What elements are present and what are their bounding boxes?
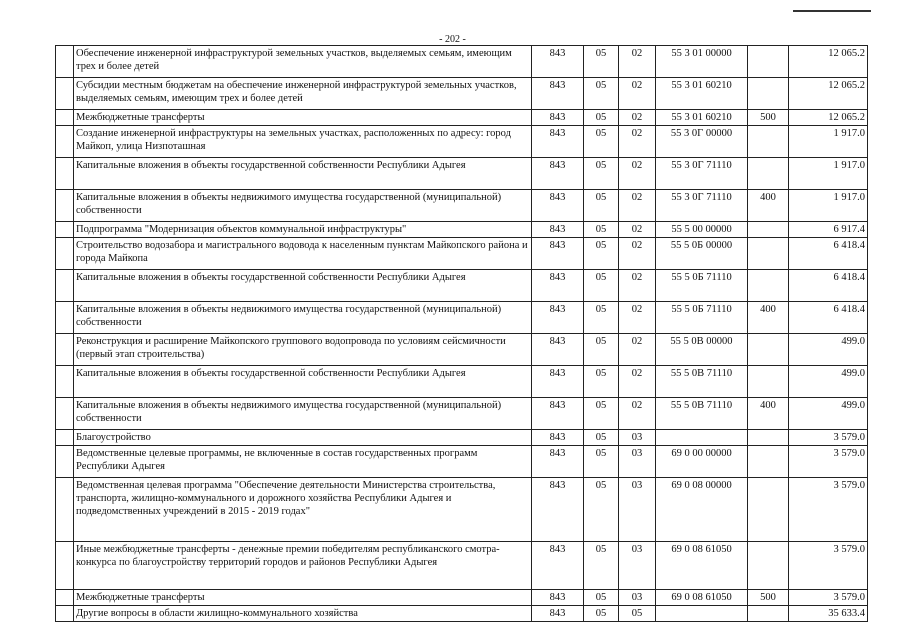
cell-vr (748, 366, 789, 398)
cell-name: Капитальные вложения в объекты государственной собственности Республики Адыгея (74, 270, 532, 302)
cell-name: Обеспечение инженерной инфраструктурой земельных участков, выделяемых семьям, имеющим трех и более детей (74, 46, 532, 78)
cell-vr (748, 238, 789, 270)
table-row (56, 238, 868, 270)
cell-pr: 02 (619, 238, 656, 270)
row-margin-cell (56, 542, 74, 590)
corner-mark (793, 10, 871, 12)
cell-rz: 05 (584, 110, 619, 126)
cell-rz: 05 (584, 126, 619, 158)
cell-csr: 55 3 01 60210 (656, 78, 748, 110)
cell-csr: 55 3 01 00000 (656, 46, 748, 78)
cell-pr: 02 (619, 302, 656, 334)
row-margin-cell (56, 478, 74, 542)
row-margin-cell (56, 158, 74, 190)
cell-vr (748, 158, 789, 190)
cell-rz: 05 (584, 270, 619, 302)
cell-name: Капитальные вложения в объекты государственной собственности Республики Адыгея (74, 158, 532, 190)
cell-rz: 05 (584, 398, 619, 430)
cell-pr: 03 (619, 542, 656, 590)
cell-name: Межбюджетные трансферты (74, 110, 532, 126)
cell-name: Подпрограмма "Модернизация объектов коммунальной инфраструктуры" (74, 222, 532, 238)
cell-csr: 69 0 08 61050 (656, 542, 748, 590)
cell-sum: 499.0 (789, 366, 868, 398)
budget-table (55, 45, 868, 622)
cell-name: Благоустройство (74, 430, 532, 446)
cell-grbs: 843 (532, 238, 584, 270)
cell-grbs: 843 (532, 78, 584, 110)
table-row (56, 222, 868, 238)
cell-grbs: 843 (532, 542, 584, 590)
cell-grbs: 843 (532, 110, 584, 126)
cell-rz: 05 (584, 46, 619, 78)
cell-pr: 02 (619, 366, 656, 398)
cell-vr (748, 126, 789, 158)
cell-pr: 02 (619, 78, 656, 110)
cell-sum: 499.0 (789, 398, 868, 430)
cell-grbs: 843 (532, 222, 584, 238)
cell-csr: 55 5 0Б 71110 (656, 302, 748, 334)
cell-sum: 6 917.4 (789, 222, 868, 238)
cell-vr (748, 478, 789, 542)
table-row (56, 190, 868, 222)
cell-csr: 55 3 01 60210 (656, 110, 748, 126)
cell-sum: 499.0 (789, 334, 868, 366)
cell-rz: 05 (584, 158, 619, 190)
cell-grbs: 843 (532, 126, 584, 158)
row-margin-cell (56, 78, 74, 110)
cell-sum: 3 579.0 (789, 446, 868, 478)
cell-sum: 6 418.4 (789, 270, 868, 302)
cell-grbs: 843 (532, 478, 584, 542)
cell-grbs: 843 (532, 46, 584, 78)
cell-name: Капитальные вложения в объекты недвижимого имущества государственной (муниципальной) собственности (74, 302, 532, 334)
row-margin-cell (56, 126, 74, 158)
cell-sum: 3 579.0 (789, 478, 868, 542)
cell-name: Ведомственные целевые программы, не включенные в состав государственных программ Республики Адыгея (74, 446, 532, 478)
cell-rz: 05 (584, 238, 619, 270)
cell-pr: 05 (619, 606, 656, 622)
row-margin-cell (56, 302, 74, 334)
cell-grbs: 843 (532, 302, 584, 334)
cell-sum: 12 065.2 (789, 78, 868, 110)
cell-rz: 05 (584, 542, 619, 590)
cell-vr (748, 334, 789, 366)
row-margin-cell (56, 430, 74, 446)
cell-csr: 55 5 0Б 00000 (656, 238, 748, 270)
table-row (56, 270, 868, 302)
cell-sum: 3 579.0 (789, 542, 868, 590)
cell-pr: 02 (619, 190, 656, 222)
row-margin-cell (56, 190, 74, 222)
cell-pr: 02 (619, 158, 656, 190)
cell-grbs: 843 (532, 446, 584, 478)
cell-sum: 12 065.2 (789, 110, 868, 126)
row-margin-cell (56, 222, 74, 238)
row-margin-cell (56, 606, 74, 622)
cell-vr (748, 430, 789, 446)
cell-csr: 55 5 0В 71110 (656, 366, 748, 398)
cell-vr: 400 (748, 190, 789, 222)
row-margin-cell (56, 334, 74, 366)
table-row (56, 542, 868, 590)
row-margin-cell (56, 270, 74, 302)
cell-rz: 05 (584, 334, 619, 366)
cell-rz: 05 (584, 302, 619, 334)
cell-pr: 03 (619, 446, 656, 478)
cell-rz: 05 (584, 78, 619, 110)
cell-rz: 05 (584, 222, 619, 238)
cell-rz: 05 (584, 606, 619, 622)
cell-name: Создание инженерной инфраструктуры на земельных участках, расположенных по адресу: город Майкоп, улица Низпоташная (74, 126, 532, 158)
row-margin-cell (56, 398, 74, 430)
table-row (56, 302, 868, 334)
cell-rz: 05 (584, 478, 619, 542)
cell-vr: 400 (748, 398, 789, 430)
cell-csr: 55 3 0Г 00000 (656, 126, 748, 158)
cell-sum: 6 418.4 (789, 238, 868, 270)
cell-sum: 1 917.0 (789, 190, 868, 222)
cell-grbs: 843 (532, 270, 584, 302)
cell-grbs: 843 (532, 590, 584, 606)
cell-sum: 12 065.2 (789, 46, 868, 78)
table-row (56, 158, 868, 190)
table-row (56, 478, 868, 542)
row-margin-cell (56, 46, 74, 78)
cell-rz: 05 (584, 446, 619, 478)
table-row (56, 606, 868, 622)
table-row (56, 78, 868, 110)
cell-sum: 1 917.0 (789, 158, 868, 190)
cell-grbs: 843 (532, 398, 584, 430)
cell-grbs: 843 (532, 606, 584, 622)
cell-csr: 69 0 08 61050 (656, 590, 748, 606)
cell-name: Реконструкция и расширение Майкопского группового водопровода по условиям сейсмичности (первый этап строительства) (74, 334, 532, 366)
row-margin-cell (56, 446, 74, 478)
cell-vr (748, 270, 789, 302)
cell-rz: 05 (584, 366, 619, 398)
cell-name: Другие вопросы в области жилищно-коммунального хозяйства (74, 606, 532, 622)
cell-grbs: 843 (532, 158, 584, 190)
cell-csr (656, 430, 748, 446)
cell-csr: 55 5 0Б 71110 (656, 270, 748, 302)
cell-name: Субсидии местным бюджетам на обеспечение инженерной инфраструктурой земельных участков, выделяемых семьям, имеющим трех и более детей (74, 78, 532, 110)
cell-name: Капитальные вложения в объекты недвижимого имущества государственной (муниципальной) собственности (74, 398, 532, 430)
cell-pr: 03 (619, 430, 656, 446)
cell-sum: 6 418.4 (789, 302, 868, 334)
cell-pr: 02 (619, 222, 656, 238)
cell-pr: 02 (619, 398, 656, 430)
table-row (56, 398, 868, 430)
cell-pr: 03 (619, 478, 656, 542)
cell-vr (748, 606, 789, 622)
cell-sum: 3 579.0 (789, 430, 868, 446)
table-row (56, 334, 868, 366)
table-row (56, 446, 868, 478)
cell-vr: 400 (748, 302, 789, 334)
cell-grbs: 843 (532, 366, 584, 398)
cell-vr (748, 446, 789, 478)
cell-csr: 55 5 0В 71110 (656, 398, 748, 430)
cell-rz: 05 (584, 590, 619, 606)
cell-pr: 02 (619, 46, 656, 78)
cell-csr (656, 606, 748, 622)
cell-csr: 55 5 0В 00000 (656, 334, 748, 366)
cell-csr: 55 5 00 00000 (656, 222, 748, 238)
cell-pr: 02 (619, 110, 656, 126)
table-body (56, 46, 868, 622)
cell-vr: 500 (748, 110, 789, 126)
cell-vr: 500 (748, 590, 789, 606)
cell-name: Ведомственная целевая программа "Обеспечение деятельности Министерства строительства, транспорта, жилищно-коммунального и дорожного хозяйства Республики Адыгея и подведомственных учреждений в 2015 - 2019 годах" (74, 478, 532, 542)
cell-grbs: 843 (532, 334, 584, 366)
cell-sum: 1 917.0 (789, 126, 868, 158)
cell-pr: 02 (619, 126, 656, 158)
cell-vr (748, 78, 789, 110)
cell-vr (748, 46, 789, 78)
table-row (56, 46, 868, 78)
cell-csr: 69 0 08 00000 (656, 478, 748, 542)
cell-vr (748, 222, 789, 238)
cell-name: Капитальные вложения в объекты недвижимого имущества государственной (муниципальной) собственности (74, 190, 532, 222)
cell-name: Строительство водозабора и магистрального водовода к населенным пунктам Майкопского района и города Майкопа (74, 238, 532, 270)
cell-pr: 02 (619, 334, 656, 366)
cell-csr: 55 3 0Г 71110 (656, 158, 748, 190)
row-margin-cell (56, 238, 74, 270)
cell-sum: 3 579.0 (789, 590, 868, 606)
table-row (56, 110, 868, 126)
cell-name: Капитальные вложения в объекты государственной собственности Республики Адыгея (74, 366, 532, 398)
cell-name: Межбюджетные трансферты (74, 590, 532, 606)
table-row (56, 126, 868, 158)
cell-sum: 35 633.4 (789, 606, 868, 622)
page-number: - 202 - (439, 34, 466, 45)
cell-grbs: 843 (532, 190, 584, 222)
row-margin-cell (56, 590, 74, 606)
table-row (56, 430, 868, 446)
cell-rz: 05 (584, 430, 619, 446)
cell-vr (748, 542, 789, 590)
cell-pr: 03 (619, 590, 656, 606)
cell-csr: 69 0 00 00000 (656, 446, 748, 478)
cell-grbs: 843 (532, 430, 584, 446)
row-margin-cell (56, 366, 74, 398)
cell-pr: 02 (619, 270, 656, 302)
cell-name: Иные межбюджетные трансферты - денежные премии победителям республиканского смотра-конкурса по благоустройству территорий городов и районов Республики Адыгея (74, 542, 532, 590)
cell-csr: 55 3 0Г 71110 (656, 190, 748, 222)
table-row (56, 366, 868, 398)
table-row (56, 590, 868, 606)
row-margin-cell (56, 110, 74, 126)
cell-rz: 05 (584, 190, 619, 222)
